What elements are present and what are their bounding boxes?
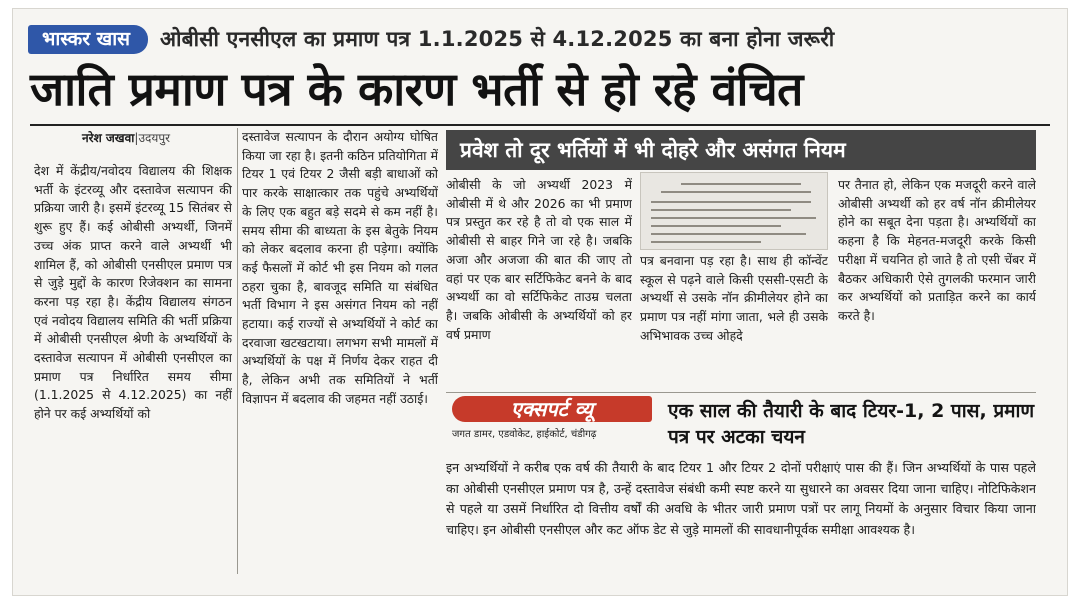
article-column-4 [640, 252, 828, 388]
article-text-1: देश में केंद्रीय/नवोदय विद्यालय की शिक्षक भर्ती के इंटरव्यू और दस्तावेज सत्यापन की प्रक्रिया जारी है। इसमें इंटरव्यू 15 सितंबर से शुरू हुए हैं। कई ओबीसी अभ्यर्थी, जिनमें उच्च अंक प्राप्त करने वाले अभ्यर्थी भी शामिल हैं, को ओबीसी एनसीएल प्रमाण पत्र से जुड़े मुद्दों के कारण रिजेक्शन का सामना करना पड़ रहा है। केंद्रीय विद्यालय संगठन एवं नवोदय विद्यालय समिति की भर्ती प्रक्रिया में ओबीसी एनसीएल श्रेणी के अभ्यर्थियों के दस्तावेज सत्यापन में ओबीसी एनसीएल का प्रमाण पत्र निर्धारित समय सीमा (1.1.2025 से 4.12.2025) का नहीं होने पर कई अभ्यर्थियों को [34, 163, 232, 422]
article-column-3 [446, 176, 632, 390]
article-text-2: दस्तावेज सत्यापन के दौरान अयोग्य घोषित किया जा रहा है। इतनी कठिन प्रतियोगिता में टियर 1 एवं टियर 2 जैसी बड़ी बाधाओं को पार करके साक्षात्कार तक पहुंचे अभ्यर्थियों के लिए एक बहुत बड़े सदमे से कम नहीं है। समय सीमा की बाध्यता के इस बेतुके नियम को लेकर बदलाव करना ही पड़ेगा। क्योंकि कई फैसलों में कोर्ट भी इस नियम को गलत ठहरा चुका है, बावजूद समिति या संबंधित भर्ती विभाग ने इस असंगत नियम को नहीं हटाया। कई राज्यों से अभ्यर्थियों ने कोर्ट का दरवाजा खटखटाया। लगभग सभी मामलों में अभ्यर्थियों के पक्ष में निर्णय देकर राहत दी है, लेकिन अभी तक समितियों ने भर्ती विज्ञापन में बदलाव की जहमत नहीं उठाई। [242, 129, 438, 406]
article-text-3: ओबीसी के जो अभ्यर्थी 2023 में ओबीसी में थे और 2026 का भी प्रमाण पत्र प्रस्तुत कर रहे है तो वो एक साल में ओबीसी से बाहर गिने जा रहे है। जबकि अजा और अजजा की बात की जाए तो वहां पर एक बार सर्टिफिकेट बनने के बाद अभ्यर्थी का वो सर्टिफिकेट ताउम्र चलता है। जबकि ओबीसी के अभ्यर्थियों को हर वर्ष प्रमाण [446, 177, 632, 342]
section-badge: भास्कर खास [28, 25, 148, 54]
expert-name: जगत डामर, एडवोकेट, हाईकोर्ट, चंडीगढ़ [452, 429, 597, 440]
article-column-1 [34, 162, 232, 572]
section-divider [446, 392, 1036, 393]
story-strap [28, 24, 834, 54]
article-text-5: पर तैनात हो, लेकिन एक मजदूरी करने वाले ओबीसी अभ्यर्थी को हर वर्ष नॉन क्रीमीलेयर होने का सबूत देना पड़ता है। अभ्यर्थियों का कहना है कि मेहनत-मजदूरी करके किसी परीक्षा में चयनित हो जाते है तो एसी चेंबर में बैठकर अधिकारी ऐसे तुगलकी फरमान जारी कर अभ्यर्थियों को प्रताड़ित करने का कार्य करते है। [838, 177, 1036, 323]
expert-view-badge: एक्सपर्ट व्यू [452, 396, 652, 422]
article-column-5 [838, 176, 1036, 390]
subheadline: प्रवेश तो दूर भर्तियों में भी दोहरे और असंगत नियम [446, 130, 1036, 170]
byline-place: |उदयपुर [134, 131, 171, 145]
byline [82, 129, 170, 146]
byline-name: नरेश जखवा [82, 131, 135, 145]
headline-rule [30, 124, 1050, 126]
strap-kicker: ओबीसी एनसीएल का प्रमाण पत्र 1.1.2025 से 4.12.2025 का बना होना जरूरी [159, 27, 835, 51]
expert-column [446, 458, 1036, 576]
certificate-image [640, 172, 828, 250]
column-divider [237, 128, 238, 574]
main-headline: जाति प्रमाण पत्र के कारण भर्ती से हो रहे वंचित [30, 62, 803, 116]
article-text-4: पत्र बनवाना पड़ रहा है। साथ ही कॉन्वेंट स्कूल से पढ़ने वाले किसी एससी-एसटी के अभ्यर्थी से उसके नॉन क्रीमीलेयर होने का प्रमाण पत्र नहीं मांगा जाता, भले ही उसके अभिभावक उच्च ओहदे [640, 253, 828, 343]
expert-headline: एक साल की तैयारी के बाद टियर-1, 2 पास, प्रमाण पत्र पर अटका चयन [668, 400, 1035, 448]
expert-text: इन अभ्यर्थियों ने करीब एक वर्ष की तैयारी के बाद टियर 1 और टियर 2 दोनों परीक्षाएं पास की हैं। जिन अभ्यर्थियों के पास पहले का ओबीसी एनसीएल प्रमाण पत्र है, उन्हें दस्तावेज संबंधी कमी स्पष्ट करने या सुधारने का अवसर दिया जाना चाहिए। नोटिफिकेशन से पहले या उसमें निर्धारित दो वित्तीय वर्षों की अवधि के भीतर जारी प्रमाण पत्रों पर लागू नियमों के अनुसार विचार किया जाना चाहिए। इन ओबीसी एनसीएल और कट ऑफ डेट से जुड़े मामलों की सावधानीपूर्वक समीक्षा आवश्यक है। [446, 460, 1036, 537]
article-column-2 [242, 128, 438, 572]
